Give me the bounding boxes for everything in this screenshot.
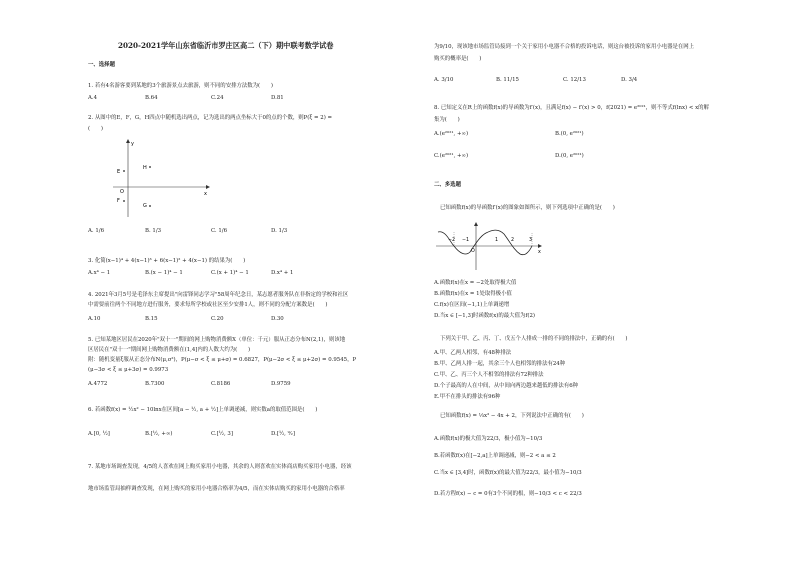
question-8-line-1: 8. 已知定义在R上的函数f(x)的导函数为f′(x)，且满足f(x) − f′(x) > 0，f(2021) = e²⁰²¹，则不等式f(lnx) < x的解 — [434, 105, 709, 111]
q2-option-b: B. 1/3 — [145, 228, 162, 234]
q3-option-d: D.x⁴ + 1 — [271, 270, 294, 276]
question-7-line-1: 7. 某地市场调查发现，4/5的人喜欢在网上购买家用小电器，其余的人则喜欢在实体商店购买家用小电器，经该 — [88, 464, 352, 470]
question-1: 1. 若有4名游客要到某地的3个旅游景点去旅游，则不同的安排方法数为( ) — [88, 83, 274, 89]
q5-option-d: D.9759 — [271, 381, 291, 387]
question-11: 已知函数f(x) = ⅓x³ − 4x + 2，下列说法中正确的有( ) — [440, 413, 584, 419]
q11-option-c: C.当x ∈ [3,4]时，函数f(x)的最大值为22/3，最小值为−10/3 — [434, 470, 582, 476]
section-choice-heading: 一、选择题 — [88, 62, 115, 68]
q9-option-d: D.当x ∈ [−1,3]时函数f(x)的最大值为f(2) — [434, 313, 535, 319]
q6-option-a: A.[0, ½] — [88, 431, 110, 437]
q2-point-g-label: G — [143, 203, 147, 209]
q6-option-d: D.[½, ⁹⁄₂] — [271, 431, 295, 437]
q10-option-d: D.个子最高的人在中间，从中间向两边越来越低的排法有6种 — [434, 383, 579, 389]
q10-option-a: A.甲、乙两人相邻，有48种排法 — [434, 350, 512, 356]
q9-option-c: C.f(x)在区间(−1,1)上单调递增 — [434, 302, 510, 308]
q2-point-e — [123, 170, 125, 172]
q9-tick-3: 3 — [529, 238, 533, 243]
q4-option-d: D.30 — [271, 316, 284, 322]
question-4-line-1: 4. 2021年3月5号是毛泽东主席提出"向雷锋同志学习"58周年纪念日，某志愿者服务队在非指定的学校和社区 — [88, 292, 349, 298]
q9-option-a: A.函数f(x)在x = −2处取得极大值 — [434, 280, 517, 286]
q3-option-c: C.(x + 1)⁴ − 1 — [211, 270, 249, 276]
q8-option-b: B.(0, e²⁰²¹) — [555, 131, 584, 137]
q1-option-a: A.4 — [88, 95, 98, 101]
question-8-line-2: 集为( ) — [434, 117, 460, 123]
q2-option-d: D. 1/3 — [271, 228, 288, 234]
q8-option-d: D.(0, e²⁰²¹) — [555, 153, 584, 159]
question-2-paren: ( ) — [88, 126, 103, 132]
q2-point-f — [123, 200, 125, 202]
q7-option-d: D. 3/4 — [621, 77, 638, 83]
q2-point-f-label: F — [117, 198, 120, 204]
q9-derivative-graph — [434, 222, 544, 274]
q7-option-a: A. 3/10 — [434, 77, 454, 83]
q5-option-c: C.8186 — [211, 381, 231, 387]
q9-origin-label: O — [471, 249, 475, 254]
q10-option-c: C.甲、乙、丙三个人不相邻的排法有72种排法 — [434, 372, 544, 378]
q3-option-a: A.x⁴ − 1 — [88, 270, 111, 276]
q8-option-a: A.(e²⁰²¹, +∞) — [434, 131, 469, 137]
question-10: 下列关于甲、乙、丙、丁、戊五个人排成一排的不同的排法中，正确的有( ) — [440, 336, 628, 342]
question-7-line-2: 地市场监管局抽样调查发现，在网上购买的家用小电器合格率为4/5，而在实体店购买的家用小电器的合格率 — [88, 486, 345, 492]
question-3: 3. 化简(x−1)⁴ + 4(x−1)³ + 6(x−1)² + 4(x−1) 的结果为( ) — [88, 258, 246, 264]
q9-x-label: x — [538, 250, 541, 255]
q10-option-b: B.甲、乙两人排一起，其余三个人也相邻的排法有24种 — [434, 361, 566, 367]
question-5-line-3: 附：随机变量ξ服从正态分布N(μ,σ²)，P(μ−σ < ξ ≤ μ+σ) = 0.6827，P(μ−2σ < ξ ≤ μ+2σ) = 0.9545，P — [88, 357, 357, 363]
q2-point-h-label: H — [143, 165, 147, 171]
q8-option-c: C.(e²⁰²¹, +∞) — [434, 153, 469, 159]
q2-point-e-label: E — [117, 169, 121, 175]
q3-option-b: B.(x − 1)⁴ − 1 — [145, 270, 183, 276]
question-6: 6. 若函数f(x) = ½x² − 10lnx在区间[a − ½, a + ½]上单调递减，则实数a的取值范围是( ) — [88, 407, 318, 413]
q9-tick-minus2: −2 — [448, 238, 456, 243]
q4-option-a: A.10 — [88, 316, 101, 322]
question-4-line-2: 中需要前往两个不同地方进行服务，要求每所学校或社区至少安排1人，则不同的分配方案数是( ) — [88, 302, 328, 308]
q11-option-b: B.若函数f(x)在[−2,a]上单调递减，则−2 < a ≤ 2 — [434, 453, 556, 459]
q1-option-c: C.24 — [211, 95, 224, 101]
q4-option-b: B.15 — [145, 316, 158, 322]
q2-point-h — [149, 166, 151, 168]
q2-option-c: C. 1/6 — [211, 228, 228, 234]
q4-option-c: C.20 — [211, 316, 224, 322]
question-9: 已知函数f(x)的导函数f′(x)的图象如图所示，则下列选项中正确的是( ) — [440, 205, 615, 211]
q5-option-a: A.4772 — [88, 381, 108, 387]
q1-option-d: D.81 — [271, 95, 284, 101]
q9-tick-2: 2 — [511, 238, 515, 243]
question-7-line-3: 为9/10，现该地市场监管局接到一个关于家用小电器不合格的投诉电话，则这台被投诉的家用小电器是在网上 — [434, 44, 695, 50]
q9-tick-minus1: −1 — [462, 238, 470, 243]
q2-coordinate-graph — [108, 135, 218, 220]
q6-option-b: B.[½, +∞) — [145, 431, 173, 437]
q2-y-label: y — [131, 141, 134, 147]
question-2: 2. 从图中的E，F，G，H四点中随机选出两点，记为选出的两点坐标大于0的点的个数，则P(ξ = 2) = — [88, 115, 333, 121]
q1-option-b: B.64 — [145, 95, 158, 101]
q10-option-e: E.甲不在排头的排法有96种 — [434, 394, 501, 400]
question-5-line-2: 区居民在"双十一"期间网上购物消费额在(1,4]内的人数大约为( ) — [88, 347, 251, 353]
question-7-line-4: 购买的概率是( ) — [434, 56, 482, 62]
question-5-line-4: (μ−3σ < ξ ≤ μ+3σ) = 0.9973 — [88, 367, 169, 373]
q2-option-a: A. 1/6 — [88, 228, 104, 234]
q6-option-c: C.[½, 3] — [211, 431, 233, 437]
q2-point-g — [149, 205, 151, 207]
question-5-line-1: 5. 已知某地区居民在2020年"双十一"期间的网上购物消费额X（单位：千元）服从正态分布N(2,1)，则该地 — [88, 337, 346, 343]
q2-x-label: x — [204, 191, 207, 197]
q2-origin-label: O — [120, 189, 124, 195]
q11-option-d: D.若方程f(x) − c = 0有3个不同的根，则−10/3 < c < 22/3 — [434, 491, 582, 497]
q5-option-b: B.7300 — [145, 381, 165, 387]
q7-option-b: B. 11/15 — [496, 77, 519, 83]
q9-tick-1: 1 — [495, 238, 499, 243]
q9-option-b: B.函数f(x)在x = 1处取得极小值 — [434, 291, 512, 297]
q7-option-c: C. 12/13 — [563, 77, 586, 83]
q11-option-a: A.函数f(x)的极大值为22/3，极小值为−10/3 — [434, 436, 543, 442]
section-multi-heading: 二、多选题 — [434, 182, 461, 188]
page-title: 2020-2021学年山东省临沂市罗庄区高二（下）期中联考数学试卷 — [118, 41, 334, 50]
